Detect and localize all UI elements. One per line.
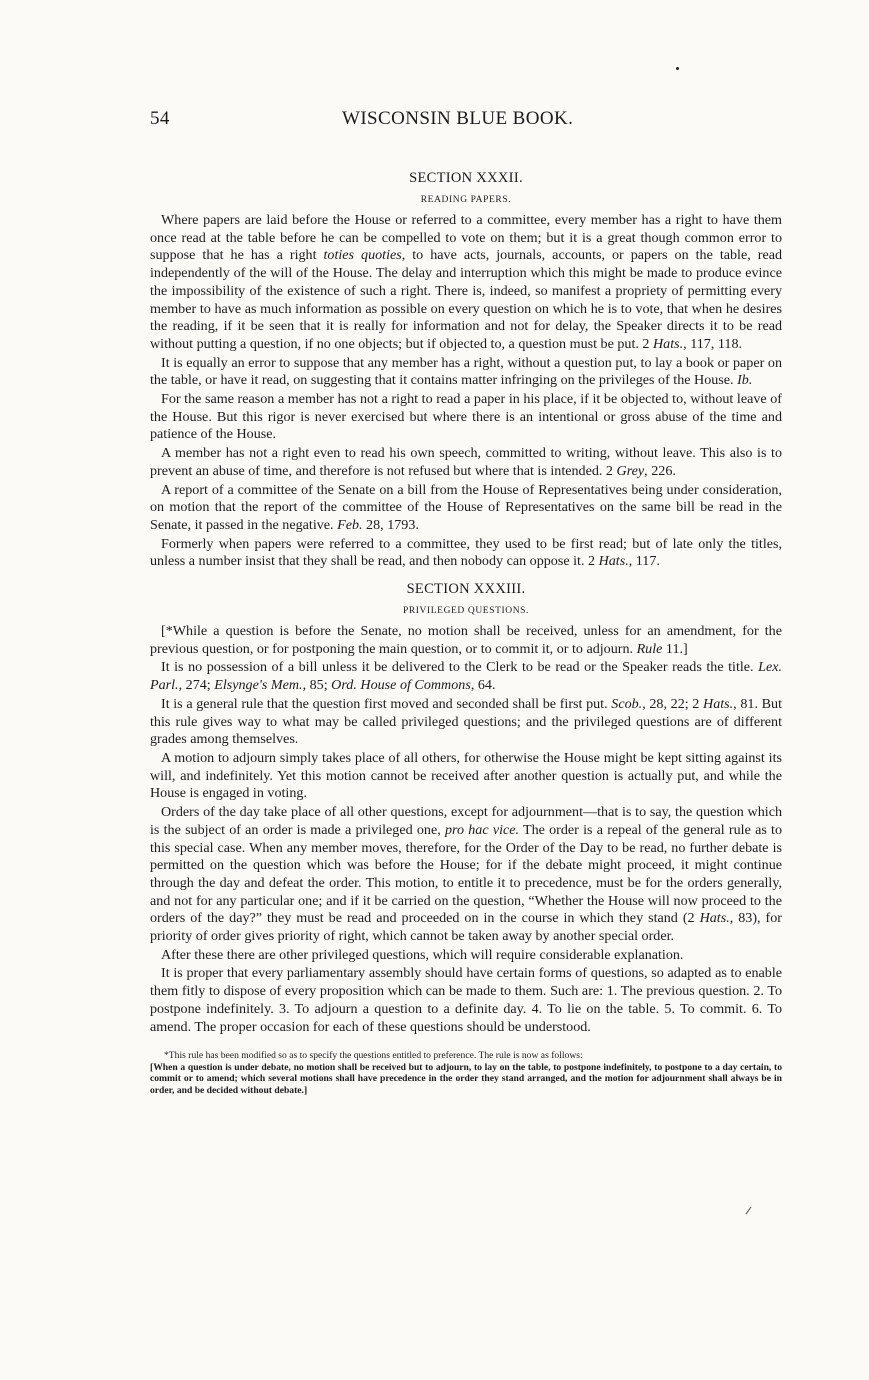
page-number: 54 <box>150 108 170 129</box>
paragraph: It is a general rule that the question first moved and seconded shall be first put. Scob., 28, 22; 2 Hats., 81. But this rule gives way to what may be called privileged questions; and the privileged questions are of different grades among themselves. <box>150 695 782 748</box>
footnote-body: [When a question is under debate, no motion shall be received but to adjourn, to lay on the table, to postpone indefinitely, to postpone to a day certain, to commit or to amend; which several motions shall have precedence in the order they stand arranged, and the motion for adjournment shall always be in order, and be decided without debate.] <box>150 1061 782 1096</box>
book-page <box>150 108 782 1096</box>
paragraph: It is equally an error to suppose that any member has a right, without a question put, to lay a book or paper on the table, or have it read, on suggesting that it contains matter infringing on the privileges of the House. Ib. <box>150 354 782 389</box>
paragraph: After these there are other privileged questions, which will require considerable explanation. <box>161 946 684 963</box>
section-subtitle: PRIVILEGED QUESTIONS. <box>402 606 530 617</box>
paragraph: It is proper that every parliamentary assembly should have certain forms of questions, so adapted as to enable them fitly to dispose of every proposition which can be made to them. Such are: 1. The previous question. 2. To postpone indefinitely. 3. To adjourn a question to a definite day. 4. To lie on the table. 5. To commit. 6. To amend. The proper occasion for each of these questions should be understood. <box>150 965 782 1035</box>
section-title: SECTION XXXII. <box>409 170 523 186</box>
section-subtitle: READING PAPERS. <box>420 195 512 205</box>
paragraph: Formerly when papers were referred to a committee, they used to be first read; but of late only the titles, unless a number insist that they shall be read, and then nobody can oppose it. 2 Hats., 117. <box>150 535 782 570</box>
page-speck <box>676 67 679 70</box>
paragraph: A member has not a right even to read his own speech, committed to writing, without leave. This also is to prevent an abuse of time, and therefore is not refused but where that is intended. 2 Grey, 226. <box>150 445 782 479</box>
paragraph: Orders of the day take place of all other questions, except for adjournment—that is to say, the question which is the subject of an order is made a privileged one, pro hac vice. The order is a repeal of the general rule as to this special case. When any member moves, therefore, for the Order of the Day to be read, no further debate is permitted on the question which was before the House; for if the debate might proceed, it might continue through the day and defeat the order. This motion, to entitle it to precedence, must be for the orders generally, and not for any particular one; and if it be carried on the question, “Whether the House will now proceed to the orders of the day?” they must be read and proceeded on in the course in which they stand (2 Hats., 83), for priority of order gives priority of right, which cannot be taken away by another special order. <box>150 804 782 945</box>
running-header <box>150 108 782 144</box>
paragraph: For the same reason a member has not a right to read a paper in his place, if it be objected to, without leave of the House. But this rigor is never exercised but where there is an intentional or gross abuse of the time and patience of the House. <box>150 391 782 443</box>
section-33 <box>150 581 782 1036</box>
paragraph: It is no possession of a bill unless it be delivered to the Clerk to be read or the Speaker reads the title. Lex. Parl., 274; Elsynge's Mem., 85; Ord. House of Commons, 64. <box>150 659 782 694</box>
running-title: WISCONSIN BLUE BOOK. <box>342 108 574 129</box>
paragraph: [*While a question is before the Senate, no motion shall be received, unless for an amendment, for the previous question, or for postponing the main question, or to commit it, or to adjourn. Rule 11.] <box>150 623 782 657</box>
footnote <box>150 1050 782 1096</box>
section-32 <box>150 170 782 571</box>
paragraph: A report of a committee of the Senate on a bill from the House of Representatives being under consideration, on motion that the report of the committee of the House of Representatives on the same bill be read in the Senate, it passed in the negative. Feb. 28, 1793. <box>150 481 782 533</box>
paragraph: A motion to adjourn simply takes place of all others, for otherwise the House might be kept sitting against its will, and indefinitely. Yet this motion cannot be received after another question is actually put, and while the House is engaged in voting. <box>150 749 782 802</box>
paragraph: Where papers are laid before the House or referred to a committee, every member has a right to have them once read at the table before he can be compelled to vote on them; but it is a great though common error to suppose that he has a right toties quoties, to have acts, journals, accounts, or papers on the table, read independently of the will of the House. The delay and interruption which this might be made to produce evince the impossibility of the existence of such a right. There is, indeed, so manifest a propriety of permitting every member to have as much information as possible on every question on which he is to vote, that when he desires the reading, if it be seen that it is really for information and not for delay, the Speaker directs it to be read without putting a question, if no one objects; but if objected to, a question must be put. 2 Hats., 117, 118. <box>150 212 782 352</box>
footnote-intro: *This rule has been modified so as to specify the questions entitled to preference. The rule is now as follows: <box>164 1050 583 1062</box>
section-title: SECTION XXXIII. <box>406 581 526 598</box>
pencil-mark <box>746 1207 752 1215</box>
